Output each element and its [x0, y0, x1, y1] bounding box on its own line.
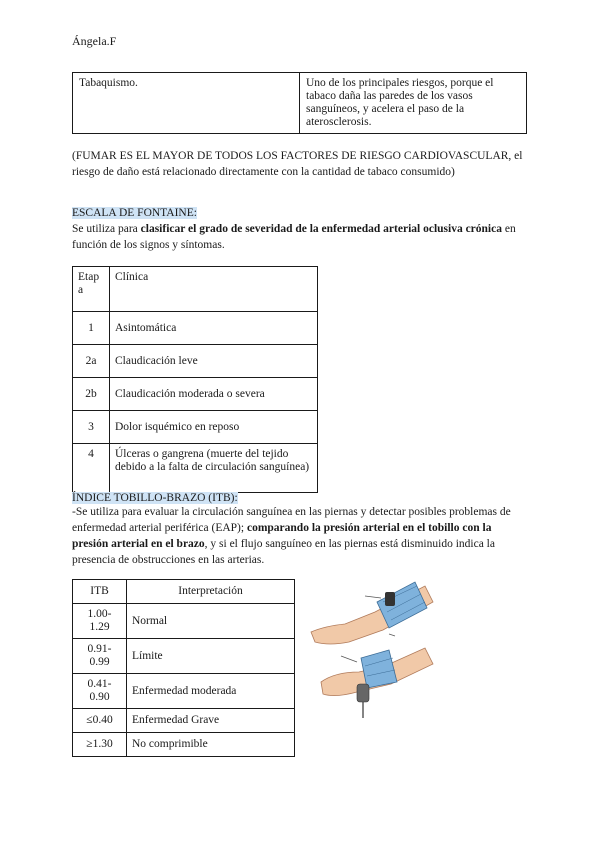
interpretation-cell: Normal: [127, 604, 295, 639]
clinic-cell: Dolor isquémico en reposo: [110, 411, 318, 444]
fontaine-table: [72, 266, 318, 493]
itb-value-cell: 0.41-0.90: [73, 674, 127, 709]
stage-header: Etapa: [73, 267, 110, 312]
itb-table: [72, 579, 295, 757]
interpretation-cell: Enfermedad moderada: [127, 674, 295, 709]
clinic-cell: Asintomática: [110, 312, 318, 345]
itb-value-cell: 1.00-1.29: [73, 604, 127, 639]
itb-intro: -Se utiliza para evaluar la circulación sanguínea en las piernas y detectar posibles problemas de enfermedad arterial periférica (EAP); comparando la presión arterial en el tobillo con la presión arterial en el brazo, y si el flujo sanguíneo en las piernas está disminuido indica la presencia de obstrucciones en las arterias.: [72, 506, 511, 566]
itb-value-cell: ≥1.30: [73, 733, 127, 757]
table-row: [73, 674, 295, 709]
doppler-probe-icon: [385, 592, 395, 606]
fontaine-intro: Se utiliza para clasificar el grado de severidad de la enfermedad arterial oclusiva crónica en función de los signos y síntomas.: [72, 223, 516, 251]
leg-with-cuff: [321, 648, 433, 718]
stage-cell: 2a: [73, 345, 110, 378]
table-row: [73, 378, 318, 411]
clinic-cell: Claudicación moderada o severa: [110, 378, 318, 411]
risk-description-cell: Uno de los principales riesgos, porque el tabaco daña las paredes de los vasos sanguíneos, y acelera el paso de la aterosclerosis.: [300, 73, 527, 134]
itb-header: ITB: [73, 580, 127, 604]
itb-value-cell: ≤0.40: [73, 709, 127, 733]
smoking-note: (FUMAR ES EL MAYOR DE TODOS LOS FACTORES DE RIESGO CARDIOVASCULAR, el riesgo de daño está relacionado directamente con la cantidad de tabaco consumido): [72, 150, 523, 178]
table-row: [73, 345, 318, 378]
stage-cell: 1: [73, 312, 110, 345]
stage-cell: 4: [73, 444, 110, 493]
pressure-gauge-icon: [357, 684, 369, 702]
author-name: Ángela.F: [72, 34, 117, 48]
risk-factor-table: [72, 72, 527, 134]
clinic-cell: Claudicación leve: [110, 345, 318, 378]
table-row: [73, 639, 295, 674]
table-row: [73, 73, 527, 134]
itb-measurement-illustration: [305, 572, 437, 722]
clinic-header: Clínica: [110, 267, 318, 312]
clinic-cell: Úlceras o gangrena (muerte del tejido debido a la falta de circulación sanguínea): [110, 444, 318, 493]
arm-with-cuff: [311, 582, 433, 644]
fontaine-heading: ESCALA DE FONTAINE:: [72, 207, 197, 219]
interpretation-cell: Enfermedad Grave: [127, 709, 295, 733]
stage-cell: 2b: [73, 378, 110, 411]
interpretation-header: Interpretación: [127, 580, 295, 604]
risk-factor-cell: Tabaquismo.: [73, 73, 300, 134]
table-header-row: [73, 580, 295, 604]
interpretation-cell: Límite: [127, 639, 295, 674]
table-header-row: [73, 267, 318, 312]
itb-value-cell: 0.91-0.99: [73, 639, 127, 674]
stage-cell: 3: [73, 411, 110, 444]
interpretation-cell: No comprimible: [127, 733, 295, 757]
table-row: [73, 604, 295, 639]
table-row: [73, 733, 295, 757]
table-row: [73, 411, 318, 444]
table-row: [73, 709, 295, 733]
itb-heading: ÍNDICE TOBILLO-BRAZO (ITB):: [72, 492, 238, 504]
table-row: [73, 312, 318, 345]
table-row: [73, 444, 318, 493]
